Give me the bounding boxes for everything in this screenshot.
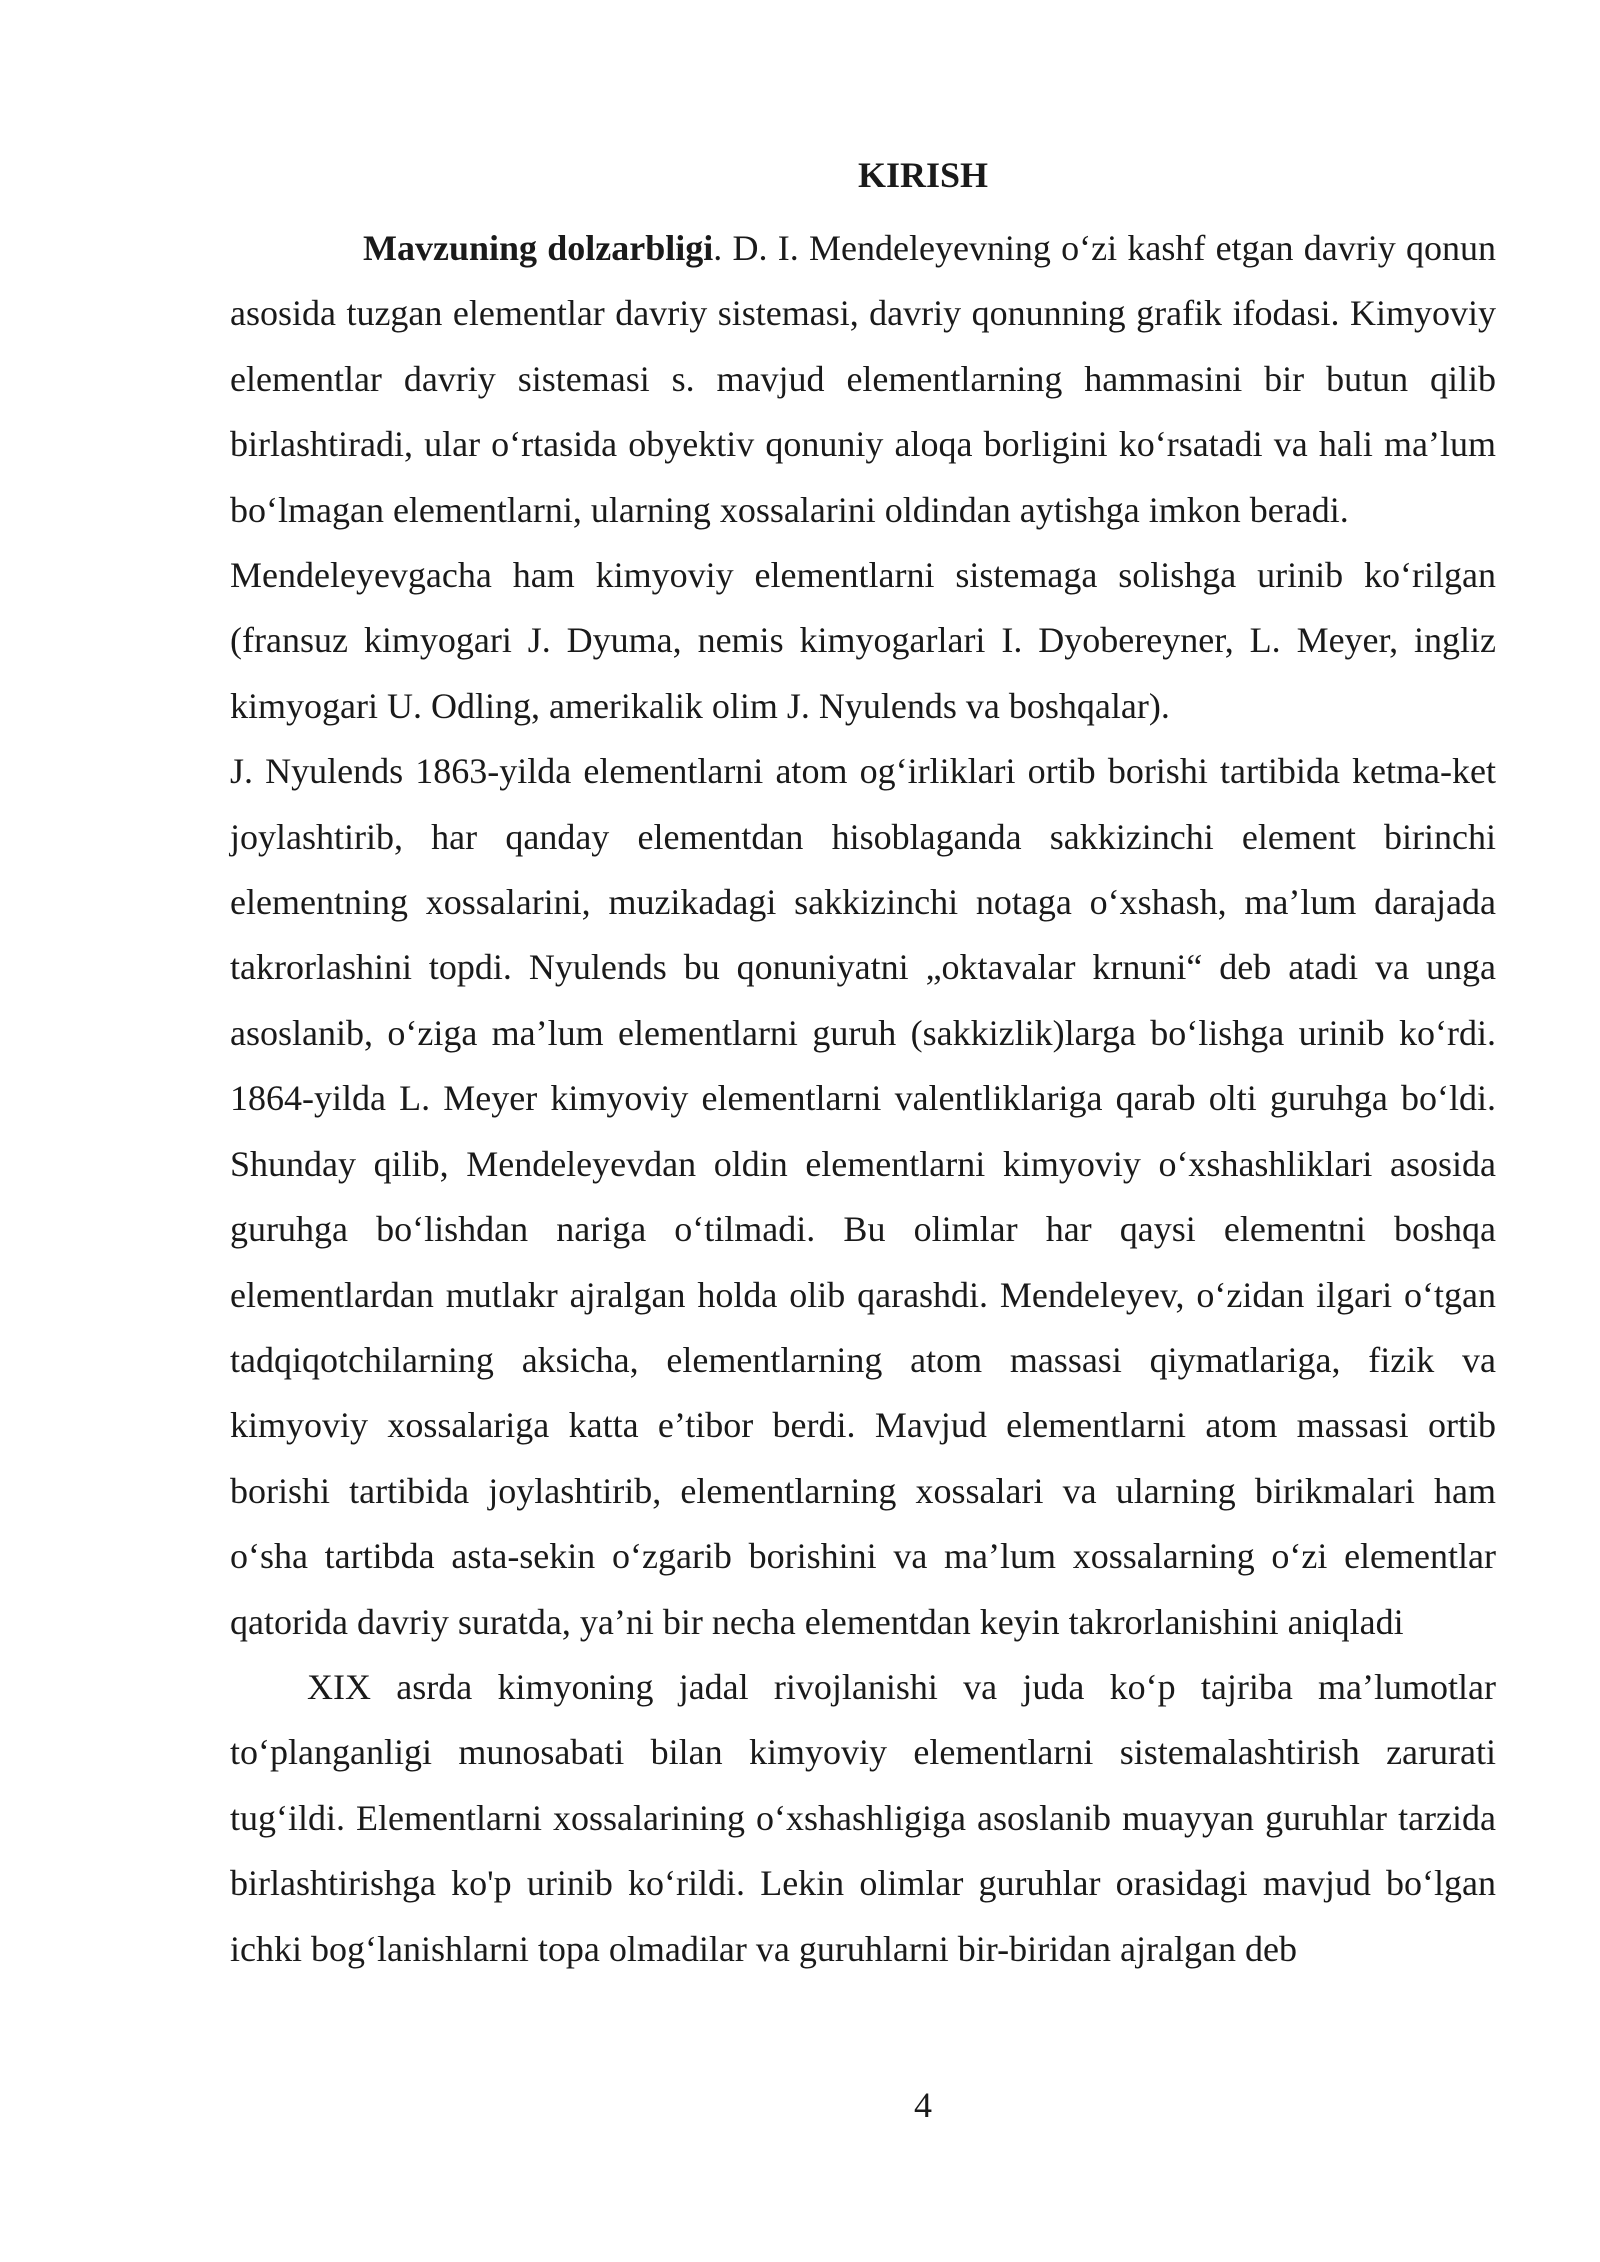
relevance-lead-label: Mavzuning dolzarbligi bbox=[363, 228, 714, 268]
paragraph-predecessors: Mendeleyevgacha ham kimyoviy elementlarni sistemaga solishga urinib ko‘rilgan (fransuz kimyogari J. Dyuma, nemis kimyogarlari I. Dyobereyner, L. Meyer, ingliz kimyogari U. Odling, amerikalik olim J. Nyulends va boshqalar). bbox=[230, 555, 1496, 726]
paragraph-newlands: J. Nyulends 1863-yilda elementlarni atom og‘irliklari ortib borishi tartibida ketma-ket joylashtirib, har qanday elementdan hisoblaganda sakkizinchi element birinchi elementning xossalarini, muzikadagi sakkizinchi notaga o‘xshash, ma’lum darajada takrorlashini topdi. Nyulends bu qonuniyatni „oktavalar krnuni“ deb atadi va unga asoslanib, o‘ziga ma’lum elementlarni guruh (sakkizlik)larga bo‘lishga urinib ko‘rdi. 1864-yilda L. Meyer kimyoviy elementlarni valentliklariga qarab olti guruhga bo‘ldi. Shunday qilib, Mendeleyevdan oldin elementlarni kimyoviy o‘xshashliklari asosida guruhga bo‘lishdan nariga o‘tilmadi. Bu olimlar har qaysi elementni boshqa elementlardan mutlakr ajralgan holda olib qarashdi. Mendeleyev, o‘zidan ilgari o‘tgan tadqiqotchilarning aksicha, elementlarning atom massasi qiymatlariga, fizik va kimyoviy xossalariga katta e’tibor berdi. Mavjud elementlarni atom massasi ortib borishi tartibida joylashtirib, elementlarning xossalari va ularning birikmalari ham o‘sha tartibda asta-sekin o‘zgarib borishini va ma’lum xossalarning o‘zi elementlar qatorida davriy suratda, ya’ni bir necha elementdan keyin takrorlanishini aniqladi bbox=[230, 751, 1496, 1642]
paragraph-xix-century: XIX asrda kimyoning jadal rivojlanishi va juda ko‘p tajriba ma’lumotlar to‘planganligi munosabati bilan kimyoviy elementlarni sistemalashtirish zarurati tug‘ildi. Elementlarni xossalarining o‘xshashligiga asoslanib muayyan guruhlar tarzida birlashtirishga ko'p urinib ko‘rildi. Lekin olimlar guruhlar orasidagi mavjud bo‘lgan ichki bog‘lanishlarni topa olmadilar va guruhlarni bir-biridan ajralgan deb bbox=[230, 1666, 1496, 1969]
relevance-lead-dot: . bbox=[713, 228, 723, 268]
paragraph-relevance bbox=[230, 216, 1496, 543]
section-heading: KIRISH bbox=[857, 155, 989, 195]
document-page bbox=[230, 150, 1496, 1982]
page-number: 4 bbox=[914, 2085, 932, 2125]
relevance-text: D. I. Mendeleyevning o‘zi kashf etgan davriy qonun asosida tuzgan elementlar davriy sistemasi, davriy qonunning grafik ifodasi. Kimyoviy elementlar davriy sistemasi s. mavjud elementlarning hammasini bir butun qilib birlashtiradi, ular o‘rtasida obyektiv qonuniy aloqa borligini ko‘rsatadi va hali ma’lum bo‘lmagan elementlarni, ularning xossalarini oldindan aytishga imkon beradi. bbox=[230, 228, 1496, 530]
